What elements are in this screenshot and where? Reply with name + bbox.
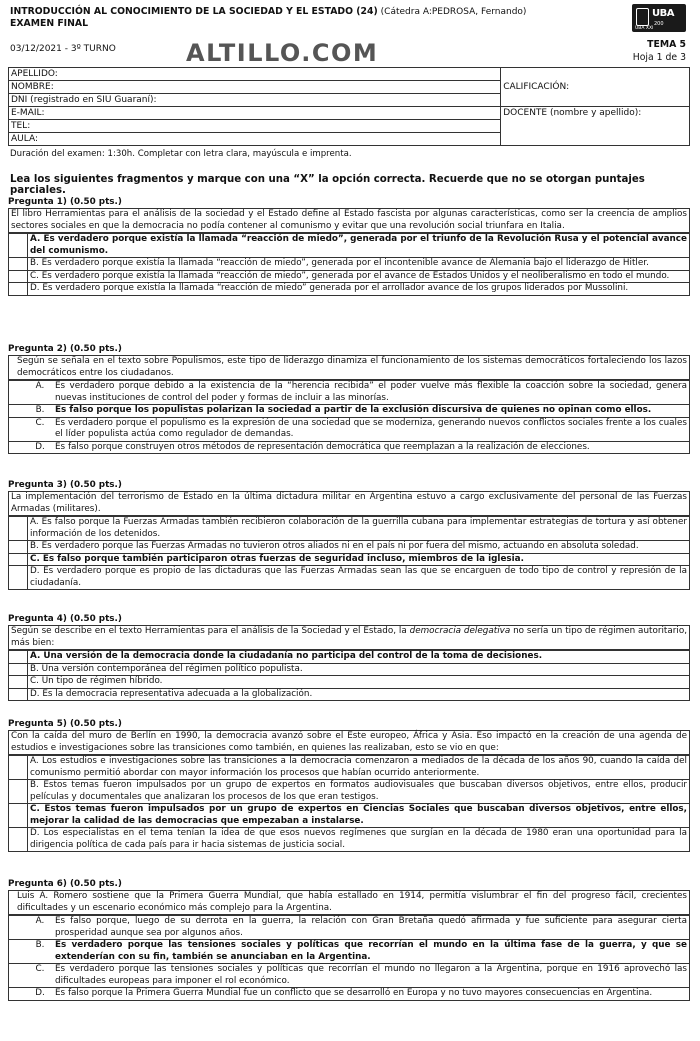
question-title: Pregunta 6) (0.50 pts.) <box>8 879 122 889</box>
logo-sub: 200 <box>654 21 664 27</box>
exam-date: 03/12/2021 - 3º TURNO <box>10 44 116 54</box>
option-a[interactable]: A. Es verdadero porque existía la llamada “reacción de miedo”, generada por el triunfo de la Revolución Rusa y el potencial avance del comunismo. <box>9 233 689 257</box>
option-b[interactable]: B. Es verdadero porque las tensiones sociales y políticas que recorrían el mundo en la última fase de la guerra, y que se extenderían con su fin, también se anunciaban en la Argentina. <box>9 939 689 963</box>
stem-text-end: no sería un tipo de régimen autoritario, más bien: <box>11 626 687 648</box>
docente-field: DOCENTE (nombre y apellido): <box>501 107 690 146</box>
option-c[interactable]: C. Estos temas fueron impulsados por un grupo de expertos en Ciencias Sociales que buscaban diversos objetivos, entre ellos, mejorar la calidad de las democracias que empezaban a instalarse. <box>9 803 689 827</box>
student-info-table <box>8 67 690 146</box>
option-c[interactable]: C. Un tipo de régimen híbrido. <box>9 675 689 688</box>
question-stem: El libro Herramientas para el análisis de la sociedad y el Estado define al Estado fascista por algunas características, como ser la creencia de amplios sectores sociales en que la democracia no podía contener al comunismo y evitar que una revolución social triunfara en Italia. <box>8 208 690 233</box>
question-6 <box>8 879 690 1001</box>
question-3 <box>8 480 690 590</box>
option-b[interactable]: B. Estos temas fueron impulsados por un grupo de expertos en formatos audiovisuales que buscaban diversos objetivos, entre ellos, producir películas y documentales que analizaran los procesos de los que eran testigos. <box>9 779 689 803</box>
option-a[interactable]: A. Es falso porque la Fuerzas Armadas también recibieron colaboración de la guerrilla cubana para implementar estrategias de tortura y así obtener información de los detenidos. <box>9 516 689 540</box>
stem-text: Según se describe en el texto Herramientas para el análisis de la Sociedad y el Estado, la <box>11 626 410 636</box>
option-c[interactable]: C. Es falso porque también participaron otras fuerzas de seguridad incluso, miembros de la iglesia. <box>9 553 689 566</box>
stem-emphasis: democracia delegativa <box>409 626 511 636</box>
question-4 <box>8 614 690 701</box>
page-count: Hoja 1 de 3 <box>632 52 686 63</box>
tel-field[interactable]: TEL: <box>9 120 501 133</box>
option-a[interactable]: A. Una versión de la democracia donde la ciudadanía no participa del control de la toma de decisiones. <box>9 650 689 663</box>
option-b[interactable]: B. Es verdadero porque existía la llamada “reacción de miedo”, generada por el incontenible avance de Alemania bajo el liderazgo de Hitler. <box>9 257 689 270</box>
option-d[interactable]: D. Es falso porque la Primera Guerra Mundial fue un conflicto que se desarrolló en Europa y no tuvo mayores consecuencias en Argentina. <box>9 987 689 1000</box>
course-title: INTRODUCCIÓN AL CONOCIMIENTO DE LA SOCIEDAD Y EL ESTADO (24) <box>10 6 378 17</box>
option-d[interactable]: D. Es verdadero porque es propio de las dictaduras que las Fuerzas Armadas sean las que se encarguen de todo tipo de control y represión de la ciudadanía. <box>9 565 689 589</box>
option-a[interactable]: A. Los estudios e investigaciones sobre las transiciones a la democracia comenzaron a mediados de la década de los años 90, cuando la caída del comunismo permitió abordar con mayor información los procesos que habían ocurrido anteriormente. <box>9 755 689 779</box>
option-d[interactable]: D. Es la democracia representativa adecuada a la globalización. <box>9 688 689 701</box>
duration-note: Duración del examen: 1:30h. Completar con letra clara, mayúscula e imprenta. <box>10 149 352 159</box>
tema-number: TEMA 5 <box>647 39 686 50</box>
option-c[interactable]: C. Es verdadero porque las tensiones sociales y políticas que recorrían el mundo no llegaron a la Argentina, porque en 1916 aprovechó las dificultades europeas para imponer el rol económico. <box>9 963 689 987</box>
nombre-field[interactable]: NOMBRE: <box>9 81 501 94</box>
question-stem <box>8 625 690 650</box>
option-d[interactable]: D. Es falso porque construyen otros métodos de representación democrática que reemplazan a la realización de elecciones. <box>9 441 689 454</box>
question-title: Pregunta 3) (0.50 pts.) <box>8 480 122 490</box>
option-c[interactable]: C. Es verdadero porque existía la llamada “reacción de miedo”, generada por el avance de Estados Unidos y el neoliberalismo en todo el mundo. <box>9 270 689 283</box>
question-stem: La implementación del terrorismo de Estado en la última dictadura militar en Argentina estuvo a cargo exclusivamente del personal de las Fuerzas Armadas (militares). <box>8 491 690 516</box>
catedra: (Cátedra A:PEDROSA, Fernando) <box>380 7 527 17</box>
logo-mark-icon <box>636 8 649 26</box>
question-title: Pregunta 1) (0.50 pts.) <box>8 197 122 207</box>
apellido-field[interactable]: APELLIDO: <box>9 68 501 81</box>
option-d[interactable]: D. Es verdadero porque existía la llamada “reacción de miedo” generada por el arrollador avance de los grupos liderados por Mussolini. <box>9 282 689 295</box>
question-2 <box>8 344 690 454</box>
question-1 <box>8 197 690 296</box>
question-title: Pregunta 2) (0.50 pts.) <box>8 344 122 354</box>
dni-field[interactable]: DNI (registrado en SIU Guaraní): <box>9 94 501 107</box>
question-stem: Según se señala en el texto sobre Populismos, este tipo de liderazgo dinamiza el funcionamiento de los sistemas democráticos fortaleciendo los lazos democráticos entre los ciudadanos. <box>8 355 690 380</box>
option-b[interactable]: B. Una versión contemporánea del régimen político populista. <box>9 663 689 676</box>
question-title: Pregunta 4) (0.50 pts.) <box>8 614 122 624</box>
question-stem: Con la caída del muro de Berlín en 1990, la democracia avanzó sobre el Este europeo, África y Asia. Eso impactó en la creación de una agenda de estudios e investigaciones sobre las transiciones como también, en quienes las realizaban, esto se vio en que: <box>8 730 690 755</box>
tema-block <box>633 38 686 64</box>
watermark: ALTILLO.COM <box>186 39 379 67</box>
option-b[interactable]: B. Es falso porque los populistas polarizan la sociedad a partir de la exclusión discursiva de quienes no opinan como ellos. <box>9 404 689 417</box>
instructions: Lea los siguientes fragmentos y marque con una “X” la opción correcta. Recuerde que no se otorgan puntajes parciales. <box>10 174 645 196</box>
option-d[interactable]: D. Los especialistas en el tema tenían la idea de que esos nuevos regímenes que surgían en la década de 1980 eran una oportunidad para la dirigencia política de cada país para ir hacia sistemas de justicia social. <box>9 827 689 851</box>
logo-small: UBA XXI <box>635 26 654 31</box>
exam-header <box>10 6 526 30</box>
option-a[interactable]: A. Es falso porque, luego de su derrota en la guerra, la relación con Gran Bretaña quedó afirmada y fue suficiente para asegurar cierta prosperidad aunque sea por algunos años. <box>9 915 689 939</box>
logo-text: UBA <box>652 8 674 19</box>
calificacion-field: CALIFICACIÓN: <box>501 68 690 107</box>
option-a[interactable]: A. Es verdadero porque debido a la existencia de la “herencia recibida” el poder vuelve más flexible la coacción sobre la sociedad, genera nuevas instituciones de control del poder y formas de incluir a las minorías. <box>9 380 689 404</box>
question-stem: Luis A. Romero sostiene que la Primera Guerra Mundial, que había estallado en 1914, permitía vislumbrar el fin del progreso fácil, crecientes dificultades y un escenario económico más complejo para la Argentina. <box>8 890 690 915</box>
option-c[interactable]: C. Es verdadero porque el populismo es la expresión de una sociedad que se moderniza, generando nuevos conflictos sociales frente a los cuales el líder populista actúa como regulador de demandas. <box>9 417 689 441</box>
question-5 <box>8 719 690 852</box>
exam-type: EXAMEN FINAL <box>10 18 89 29</box>
option-b[interactable]: B. Es verdadero porque las Fuerzas Armadas no tuvieron otros aliados ni en el país ni por fuera del mismo, actuando en absoluta soledad. <box>9 540 689 553</box>
aula-field[interactable]: AULA: <box>9 133 501 146</box>
email-field[interactable]: E-MAIL: <box>9 107 501 120</box>
question-title: Pregunta 5) (0.50 pts.) <box>8 719 122 729</box>
uba-logo <box>632 4 686 32</box>
